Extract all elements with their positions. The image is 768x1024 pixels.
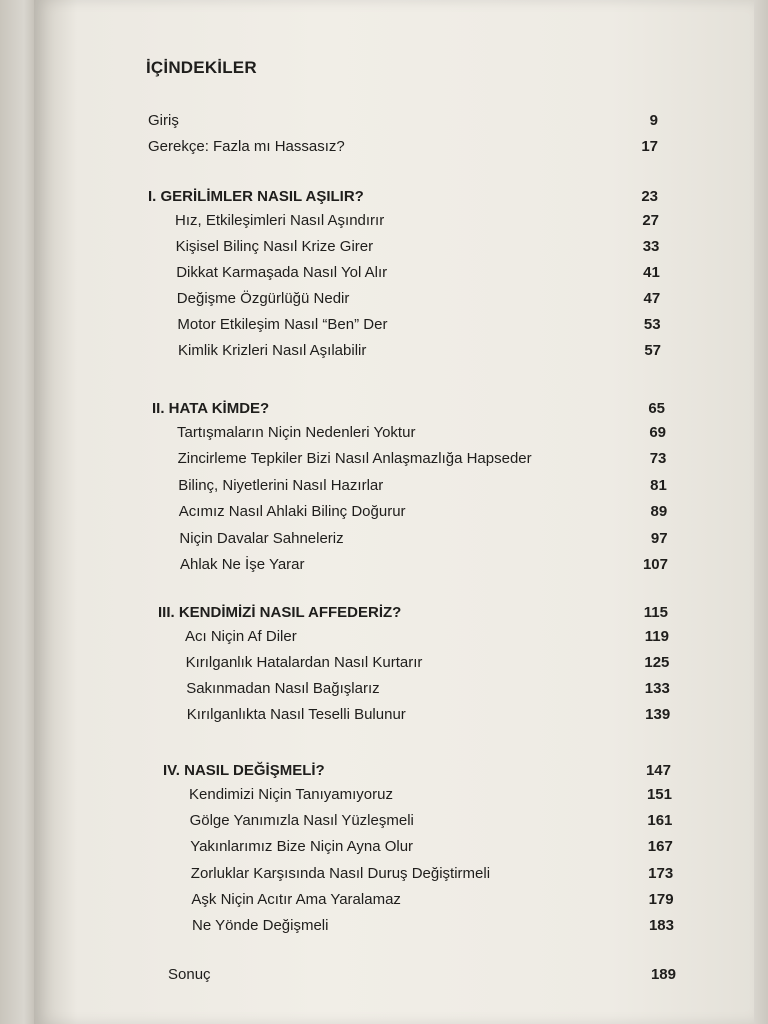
toc-entry-page-number: 9	[649, 112, 658, 129]
toc-entry-page-number: 119	[644, 628, 669, 645]
toc-section-heading	[0, 604, 768, 630]
toc-entry	[0, 838, 768, 864]
toc-entry-page-number: 17	[641, 138, 658, 155]
toc-entry-page-number: 73	[649, 450, 667, 467]
toc-entry-label: Ahlak Ne İşe Yarar	[180, 556, 305, 573]
toc-section-heading-page-number: 65	[648, 400, 665, 417]
toc-entry	[0, 138, 768, 164]
toc-entry-conclusion-page-number: 189	[650, 966, 676, 983]
toc-section-heading	[0, 400, 768, 426]
toc-entry	[0, 264, 768, 290]
toc-entry	[0, 477, 768, 503]
toc-entry	[0, 503, 768, 529]
toc-section-heading-label: III. KENDİMİZİ NASIL AFFEDERİZ?	[158, 604, 402, 621]
toc-entry-page-number: 173	[648, 865, 674, 882]
toc-entry-label: Gölge Yanımızla Nasıl Yüzleşmeli	[189, 812, 414, 829]
toc-entry	[0, 706, 768, 732]
toc-entry-page-number: 41	[643, 264, 660, 281]
toc-entry-page-number: 27	[642, 212, 659, 229]
toc-entry-label: Tartışmaların Niçin Nedenleri Yoktur	[177, 424, 416, 441]
toc-entry	[0, 680, 768, 706]
toc-section-heading-label: II. HATA KİMDE?	[152, 400, 270, 417]
toc-entry	[0, 786, 768, 812]
toc-entry-label: Sakınmadan Nasıl Bağışlarız	[186, 680, 380, 697]
toc-entry-label: Zorluklar Karşısında Nasıl Duruş Değiştirmeli	[190, 865, 491, 882]
toc-entry-label: Niçin Davalar Sahneleriz	[179, 530, 344, 547]
toc-entry-label: Giriş	[148, 112, 179, 129]
toc-entry	[0, 917, 768, 943]
toc-section-heading-label: IV. NASIL DEĞİŞMELİ?	[163, 762, 325, 779]
toc-entry-page-number: 69	[649, 424, 666, 441]
toc-entry-page-number: 97	[650, 530, 668, 547]
toc-entry-label: Bilinç, Niyetlerini Nasıl Hazırlar	[178, 477, 384, 494]
toc-entry-label: Dikkat Karmaşada Nasıl Yol Alır	[176, 264, 388, 281]
toc-entry-page-number: 183	[648, 917, 674, 934]
toc-entry-label: Motor Etkileşim Nasıl “Ben” Der	[177, 316, 388, 333]
toc-entry	[0, 342, 768, 368]
toc-entry-page-number: 125	[644, 654, 670, 671]
toc-entry-page-number: 167	[647, 838, 673, 855]
toc-entry	[0, 556, 768, 582]
toc-entry	[0, 450, 768, 476]
toc-entry-label: Kendimizi Niçin Tanıyamıyoruz	[189, 786, 393, 803]
toc-entry-page-number: 47	[643, 290, 661, 307]
toc-entry	[0, 891, 768, 917]
toc-entry-page-number: 151	[646, 786, 672, 803]
toc-title: İÇİNDEKİLER	[146, 58, 257, 77]
toc-entry-page-number: 139	[645, 706, 671, 723]
toc-entry-label: Değişme Özgürlüğü Nedir	[176, 290, 350, 307]
toc-entry-page-number: 161	[647, 812, 673, 829]
toc-section-heading-page-number: 147	[645, 762, 671, 779]
toc-entry	[0, 654, 768, 680]
toc-entry	[0, 112, 768, 138]
toc-entry-label: Acımız Nasıl Ahlaki Bilinç Doğurur	[178, 503, 406, 520]
toc-entry-page-number: 57	[644, 342, 661, 359]
toc-entry-label: Ne Yönde Değişmeli	[192, 917, 329, 934]
toc-entry-conclusion-label: Sonuç	[168, 966, 211, 983]
toc-entry-page-number: 107	[642, 556, 668, 573]
toc-section-heading-page-number: 115	[643, 604, 668, 621]
toc-entry-page-number: 89	[650, 503, 668, 520]
toc-entry-page-number: 133	[644, 680, 670, 697]
toc-entry-label: Aşk Niçin Acıtır Ama Yaralamaz	[191, 891, 401, 908]
toc-entry-label: Kırılganlık Hatalardan Nasıl Kurtarır	[185, 654, 423, 671]
toc-entry	[0, 290, 768, 316]
toc-entry-page-number: 179	[648, 891, 674, 908]
toc-entry	[0, 865, 768, 891]
toc-entry	[0, 316, 768, 342]
toc-entry-label: Kişisel Bilinç Nasıl Krize Girer	[175, 238, 374, 255]
toc-entry-page-number: 53	[643, 316, 661, 333]
toc-section-heading-label: I. GERİLİMLER NASIL AŞILIR?	[148, 188, 364, 205]
toc-entry-label: Acı Niçin Af Diler	[185, 628, 297, 645]
toc-entry	[0, 628, 768, 654]
toc-entry-conclusion	[0, 966, 768, 992]
toc-entry-label: Kimlik Krizleri Nasıl Aşılabilir	[178, 342, 367, 359]
toc-section-heading	[0, 762, 768, 788]
toc-entry-label: Zincirleme Tepkiler Bizi Nasıl Anlaşmazlığa Hapseder	[177, 450, 532, 467]
toc-entry	[0, 212, 768, 238]
toc-entry	[0, 238, 768, 264]
toc-entry-page-number: 33	[642, 238, 660, 255]
toc-entry-label: Gerekçe: Fazla mı Hassasız?	[148, 138, 345, 155]
toc-entry-label: Hız, Etkileşimleri Nasıl Aşındırır	[175, 212, 385, 229]
toc-section-heading-page-number: 23	[641, 188, 658, 205]
toc-entry	[0, 812, 768, 838]
toc-entry-label: Kırılganlıkta Nasıl Teselli Bulunur	[186, 706, 406, 723]
toc-section-heading	[0, 188, 768, 214]
toc-entry-label: Yakınlarımız Bize Niçin Ayna Olur	[190, 838, 414, 855]
toc-entry	[0, 530, 768, 556]
toc-entry	[0, 424, 768, 450]
toc-entry-page-number: 81	[650, 477, 667, 494]
